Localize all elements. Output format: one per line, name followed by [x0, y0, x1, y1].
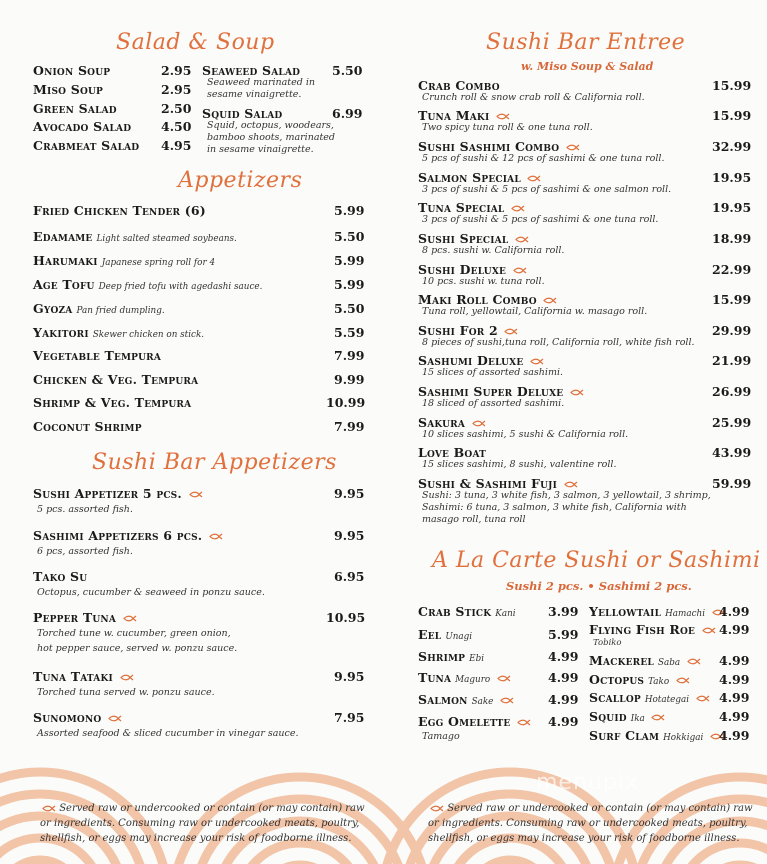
- a-la-carte-price: 4.99: [719, 690, 750, 705]
- desc-line: masago roll, tuna roll: [422, 514, 526, 525]
- a-la-carte-name: [418, 627, 472, 642]
- item-japanese-name: Tamago: [422, 731, 460, 742]
- desc-line: 18 sliced of assorted sashimi.: [422, 398, 565, 409]
- entree-price: 22.99: [712, 262, 752, 277]
- appetizer-price: 7.99: [334, 419, 365, 434]
- entree-name: [418, 353, 544, 368]
- sushi-appetizer-desc: [37, 546, 133, 558]
- item-name-text: Crab Stick: [418, 604, 492, 619]
- a-la-carte-name: [589, 709, 665, 724]
- item-japanese-name: Ika: [630, 714, 645, 724]
- a-la-carte-title: A La Carte Sushi or Sashimi: [432, 548, 761, 573]
- item-desc: Skewer chicken on stick.: [92, 330, 205, 340]
- item-name-text: Sushi Appetizer 5 pcs.: [33, 486, 182, 501]
- salad-item-price: 2.95: [161, 82, 192, 97]
- appetizer-price: 9.99: [334, 372, 365, 387]
- sushi-appetizer-name: [33, 486, 203, 501]
- entree-name: [418, 445, 486, 460]
- item-name-text: Sashimi Super Deluxe: [418, 384, 564, 399]
- a-la-carte-price: 4.99: [548, 692, 579, 707]
- entree-desc: [422, 367, 563, 379]
- a-la-carte-name: [418, 670, 511, 685]
- disclaimer-line: or ingredients. Consuming raw or undercooked meats, poultry,: [428, 818, 748, 829]
- disclaimer-line: or ingredients. Consuming raw or undercooked meats, poultry,: [40, 818, 360, 829]
- entree-desc: [422, 214, 658, 226]
- desc-line: Octopus, cucumber & seaweed in ponzu sauce.: [37, 587, 265, 598]
- a-la-carte-name: [418, 714, 531, 729]
- salad-item-price: 4.95: [161, 138, 192, 153]
- item-japanese-name: Kani: [495, 609, 516, 619]
- appetizer-name: [33, 277, 262, 292]
- appetizer-name: [33, 395, 195, 410]
- item-desc: Deep fried tofu with agedashi sauce.: [98, 282, 263, 292]
- fish-icon: [566, 144, 580, 151]
- sushi-appetizer-name: [33, 569, 87, 584]
- entree-desc: [422, 276, 545, 288]
- a-la-carte-name: [589, 604, 726, 619]
- fish-icon: [500, 697, 514, 704]
- a-la-carte-name: [418, 692, 514, 707]
- entree-price: 32.99: [712, 139, 752, 154]
- sushi-appetizer-name: [33, 610, 137, 625]
- a-la-carte-name: [589, 672, 690, 687]
- salad-item-price: 2.95: [161, 63, 192, 78]
- entree-desc: [422, 398, 564, 410]
- disclaimer-line: shellfish, or eggs may increase your risk of foodborne illness.: [40, 833, 352, 844]
- a-la-carte-price: 4.99: [719, 604, 750, 619]
- appetizer-price: 5.99: [334, 277, 365, 292]
- entree-price: 26.99: [712, 384, 752, 399]
- desc-line: 3 pcs of sushi & 5 pcs of sashimi & one tuna roll.: [422, 214, 659, 225]
- sushi-bar-entree-title: Sushi Bar Entree: [486, 30, 686, 55]
- fish-icon: [676, 677, 690, 684]
- salad-soup-title: Salad & Soup: [116, 30, 275, 55]
- item-name-text: Sashumi Deluxe: [418, 353, 524, 368]
- item-name-text: Yakitori: [33, 325, 89, 340]
- salad-item-name: Crabmeat Salad: [33, 138, 140, 153]
- entree-price: 59.99: [712, 476, 752, 491]
- item-desc: Japanese spring roll for 4: [101, 258, 216, 268]
- desc-line: Sashimi: 6 tuna, 3 salmon, 3 white fish, California with: [422, 502, 687, 513]
- appetizer-price: 10.99: [326, 395, 366, 410]
- desc-line: in sesame vinaigrette.: [207, 144, 314, 155]
- entree-name: [418, 323, 518, 338]
- item-name-text: Sushi Special: [418, 231, 509, 246]
- fish-icon: [543, 297, 557, 304]
- appetizer-price: 5.50: [334, 229, 365, 244]
- sushi-appetizer-price: 6.95: [334, 569, 365, 584]
- a-la-carte-price: 4.99: [548, 670, 579, 685]
- fish-icon: [530, 358, 544, 365]
- appetizer-name: [33, 229, 237, 244]
- a-la-carte-price: 4.99: [719, 653, 750, 668]
- squid-salad-desc: [207, 120, 335, 156]
- item-japanese-name: Saba: [657, 658, 681, 668]
- desc-line: Seaweed marinated in: [207, 77, 316, 88]
- item-name-text: Yellowtail: [589, 604, 662, 619]
- entree-price: 15.99: [712, 292, 752, 307]
- fish-icon: [123, 615, 137, 622]
- item-name-text: Pepper Tuna: [33, 610, 117, 625]
- entree-name: [418, 108, 510, 123]
- item-name-text: Fried Chicken Tender (6): [33, 203, 206, 218]
- item-name-text: Surf Clam: [589, 728, 660, 743]
- appetizer-name: [33, 348, 165, 363]
- a-la-carte-price: 3.99: [548, 604, 579, 619]
- item-japanese-name: Sake: [471, 697, 494, 707]
- disclaimer-text: Served raw or undercooked or contain (or may contain) raw: [447, 803, 753, 814]
- fish-icon: [120, 674, 134, 681]
- desc-line: 10 slices sashimi, 5 sushi & California roll.: [422, 429, 629, 440]
- entree-price: 43.99: [712, 445, 752, 460]
- desc-line: Torched tune w. cucumber, green onion,: [37, 628, 231, 639]
- entree-desc: [422, 490, 711, 526]
- disclaimer-line: shellfish, or eggs may increase your risk of foodborne illness.: [428, 833, 740, 844]
- fish-icon: [430, 805, 444, 812]
- entree-desc: [422, 306, 647, 318]
- a-la-carte-price: 4.99: [719, 709, 750, 724]
- fish-icon: [696, 695, 710, 702]
- desc-line: 6 pcs, assorted fish.: [37, 546, 133, 557]
- item-name-text: Sushi Deluxe: [418, 262, 507, 277]
- entree-name: [418, 139, 580, 154]
- item-name-text: Scallop: [589, 690, 641, 705]
- item-name-text: Sunomono: [33, 710, 102, 725]
- item-japanese-name: Hamachi: [665, 609, 706, 619]
- appetizer-price: 5.50: [334, 301, 365, 316]
- desc-line: 8 pcs. sushi w. California roll.: [422, 245, 565, 256]
- item-name-text: Egg Omelette: [418, 714, 511, 729]
- fish-icon: [504, 328, 518, 335]
- desc-line: Two spicy tuna roll & one tuna roll.: [422, 122, 593, 133]
- item-japanese-name: Tobiko: [593, 638, 622, 648]
- sushi-appetizer-price: 9.95: [334, 528, 365, 543]
- salad-item-name: Green Salad: [33, 101, 117, 116]
- a-la-carte-name: [589, 653, 701, 668]
- desc-line: Squid, octopus, woodears,: [207, 120, 334, 131]
- entree-price: 15.99: [712, 78, 752, 93]
- item-japanese-name: Unagi: [445, 632, 473, 642]
- desc-line: hot pepper sauce, served w. ponzu sauce.: [37, 643, 238, 654]
- desc-line: 5 pcs of sushi & 12 pcs of sashimi & one tuna roll.: [422, 153, 665, 164]
- item-name-text: Sakura: [418, 415, 466, 430]
- fish-icon: [527, 175, 541, 182]
- entree-subtitle: w. Miso Soup & Salad: [521, 60, 654, 73]
- fish-icon: [517, 719, 531, 726]
- entree-name: [418, 262, 527, 277]
- squid-salad-price: 6.99: [332, 106, 363, 121]
- desc-line: 15 slices sashimi, 8 sushi, valentine roll.: [422, 459, 617, 470]
- desc-line: 3 pcs of sushi & 5 pcs of sashimi & one salmon roll.: [422, 184, 672, 195]
- fish-icon: [209, 533, 223, 540]
- appetizers-title: Appetizers: [178, 168, 303, 193]
- appetizer-price: 5.99: [334, 203, 365, 218]
- entree-name: [418, 78, 500, 93]
- item-desc: Light salted steamed soybeans.: [96, 234, 237, 244]
- item-name-text: Shrimp: [418, 649, 466, 664]
- entree-price: 18.99: [712, 231, 752, 246]
- a-la-carte-price: 4.99: [719, 622, 750, 637]
- item-name-text: Tuna Tataki: [33, 669, 113, 684]
- sushi-appetizer-desc: [37, 728, 299, 740]
- fish-icon: [651, 714, 665, 721]
- entree-price: 15.99: [712, 108, 752, 123]
- salad-item-name: Avocado Salad: [33, 119, 132, 134]
- fish-icon: [42, 805, 56, 812]
- sushi-appetizer-name: [33, 669, 134, 684]
- sushi-bar-appetizers-title: Sushi Bar Appetizers: [92, 450, 337, 475]
- fish-icon: [515, 236, 529, 243]
- sushi-appetizer-price: 10.95: [326, 610, 366, 625]
- fish-icon: [564, 481, 578, 488]
- a-la-carte-name: [418, 604, 516, 619]
- entree-desc: [422, 429, 628, 441]
- entree-price: 21.99: [712, 353, 752, 368]
- desc-line: Crunch roll & snow crab roll & California roll.: [422, 92, 645, 103]
- appetizer-name: [33, 419, 146, 434]
- menupix-watermark: menupix: [536, 770, 639, 795]
- desc-line: bamboo shoots, marinated: [207, 132, 336, 143]
- fish-icon: [687, 658, 701, 665]
- a-la-carte-price: 4.99: [548, 714, 579, 729]
- fish-icon: [497, 675, 511, 682]
- entree-name: [418, 476, 578, 491]
- entree-desc: [422, 153, 665, 165]
- fish-icon: [472, 420, 486, 427]
- desc-line: 15 slices of assorted sashimi.: [422, 367, 564, 378]
- a-la-carte-price: 4.99: [719, 672, 750, 687]
- fish-icon: [702, 627, 716, 634]
- a-la-carte-name: [589, 728, 724, 743]
- a-la-carte-price: 4.99: [719, 728, 750, 743]
- salad-item-name: Miso Soup: [33, 82, 104, 97]
- item-name-text: Octopus: [589, 672, 645, 687]
- salad-item-name: Onion Soup: [33, 63, 111, 78]
- item-name-text: Coconut Shrimp: [33, 419, 142, 434]
- desc-line: Tuna roll, yellowtail, California w. masago roll.: [422, 306, 648, 317]
- item-name-text: Squid: [589, 709, 627, 724]
- desc-line: Torched tuna served w. ponzu sauce.: [37, 687, 215, 698]
- entree-name: [418, 292, 557, 307]
- item-name-text: Maki Roll Combo: [418, 292, 537, 307]
- item-name-text: Edamame: [33, 229, 93, 244]
- disclaimer-text: Served raw or undercooked or contain (or may contain) raw: [59, 803, 365, 814]
- disclaimer-line: [428, 801, 758, 816]
- entree-name: [418, 415, 486, 430]
- entree-name: [418, 170, 541, 185]
- item-name-text: Mackerel: [589, 653, 654, 668]
- item-japanese-name: Hotategai: [644, 695, 690, 705]
- entree-desc: [422, 245, 564, 257]
- fish-icon: [513, 267, 527, 274]
- seaweed-salad-desc: [207, 77, 315, 101]
- salad-item-price: 4.50: [161, 119, 192, 134]
- entree-desc: [422, 184, 671, 196]
- appetizer-price: 5.99: [334, 253, 365, 268]
- entree-price: 19.95: [712, 170, 752, 185]
- item-japanese-name: Maguro: [455, 675, 491, 685]
- item-name-text: Flying Fish Roe: [589, 622, 696, 637]
- squid-salad-name: Squid Salad: [202, 106, 283, 121]
- item-name-text: Sushi & Sashimi Fuji: [418, 476, 558, 491]
- item-name-text: Salmon Special: [418, 170, 521, 185]
- entree-desc: [422, 337, 695, 349]
- sushi-appetizer-desc: [37, 628, 237, 655]
- item-name-text: Salmon: [418, 692, 468, 707]
- appetizer-name: [33, 203, 210, 218]
- sushi-appetizer-price: 9.95: [334, 669, 365, 684]
- appetizer-name: [33, 253, 215, 268]
- desc-line: sesame vinaigrette.: [207, 89, 302, 100]
- fish-icon: [496, 113, 510, 120]
- fish-icon: [511, 205, 525, 212]
- item-name-text: Tuna Maki: [418, 108, 490, 123]
- entree-price: 25.99: [712, 415, 752, 430]
- fish-icon: [108, 715, 122, 722]
- item-name-text: Tuna Special: [418, 200, 505, 215]
- item-name-text: Sushi For 2: [418, 323, 498, 338]
- entree-price: 19.95: [712, 200, 752, 215]
- item-name-text: Sashimi Appetizers 6 pcs.: [33, 528, 203, 543]
- entree-name: [418, 231, 529, 246]
- desc-line: 5 pcs. assorted fish.: [37, 504, 133, 515]
- seaweed-salad-name: Seaweed Salad: [202, 63, 301, 78]
- appetizer-price: 7.99: [334, 348, 365, 363]
- item-name-text: Harumaki: [33, 253, 98, 268]
- raw-disclaimer-left: [40, 801, 370, 846]
- item-name-text: Love Boat: [418, 445, 487, 460]
- a-la-carte-price: 5.99: [548, 627, 579, 642]
- salad-item-price: 2.50: [161, 101, 192, 116]
- sushi-appetizer-price: 9.95: [334, 486, 365, 501]
- item-name-text: Shrimp & Veg. Tempura: [33, 395, 192, 410]
- a-la-carte-name: [589, 690, 710, 705]
- item-japanese-name: Ebi: [469, 654, 485, 664]
- seaweed-salad-price: 5.50: [332, 63, 363, 78]
- item-desc: Pan fried dumpling.: [76, 306, 165, 316]
- desc-line: 8 pieces of sushi,tuna roll, California roll, white fish roll.: [422, 337, 695, 348]
- appetizer-name: [33, 325, 204, 340]
- a-la-carte-name: [418, 649, 484, 664]
- item-name-text: Tako Su: [33, 569, 88, 584]
- item-japanese-name: Hokkigai: [663, 733, 704, 743]
- appetizer-name: [33, 301, 165, 316]
- sushi-appetizer-desc: [37, 687, 215, 699]
- item-name-text: Crab Combo: [418, 78, 500, 93]
- sushi-appetizer-desc: [37, 504, 133, 516]
- item-name-text: Sushi Sashimi Combo: [418, 139, 560, 154]
- entree-name: [418, 384, 584, 399]
- entree-name: [418, 200, 525, 215]
- a-la-carte-name: [589, 622, 716, 637]
- sushi-appetizer-name: [33, 528, 223, 543]
- desc-line: Sushi: 3 tuna, 3 white fish, 3 salmon, 3 yellowtail, 3 shrimp,: [422, 490, 711, 501]
- item-name-text: Age Tofu: [33, 277, 95, 292]
- item-name-text: Chicken & Veg. Tempura: [33, 372, 199, 387]
- entree-desc: [422, 92, 645, 104]
- fish-icon: [570, 389, 584, 396]
- a-la-carte-price: 4.99: [548, 649, 579, 664]
- item-name-text: Eel: [418, 627, 442, 642]
- item-name-text: Gyoza: [33, 301, 73, 316]
- sushi-appetizer-name: [33, 710, 122, 725]
- entree-price: 29.99: [712, 323, 752, 338]
- sushi-appetizer-price: 7.95: [334, 710, 365, 725]
- appetizer-name: [33, 372, 202, 387]
- entree-desc: [422, 459, 616, 471]
- disclaimer-line: [40, 801, 370, 816]
- item-name-text: Tuna: [418, 670, 452, 685]
- desc-line: 10 pcs. sushi w. tuna roll.: [422, 276, 545, 287]
- entree-desc: [422, 122, 593, 134]
- sushi-appetizer-desc: [37, 587, 265, 599]
- raw-disclaimer-right: [428, 801, 758, 846]
- item-name-text: Vegetable Tempura: [33, 348, 162, 363]
- item-japanese-name: Tako: [648, 677, 670, 687]
- desc-line: Assorted seafood & sliced cucumber in vinegar sauce.: [37, 728, 299, 739]
- a-la-carte-subtitle: Sushi 2 pcs. • Sashimi 2 pcs.: [506, 579, 692, 593]
- fish-icon: [189, 491, 203, 498]
- appetizer-price: 5.59: [334, 325, 365, 340]
